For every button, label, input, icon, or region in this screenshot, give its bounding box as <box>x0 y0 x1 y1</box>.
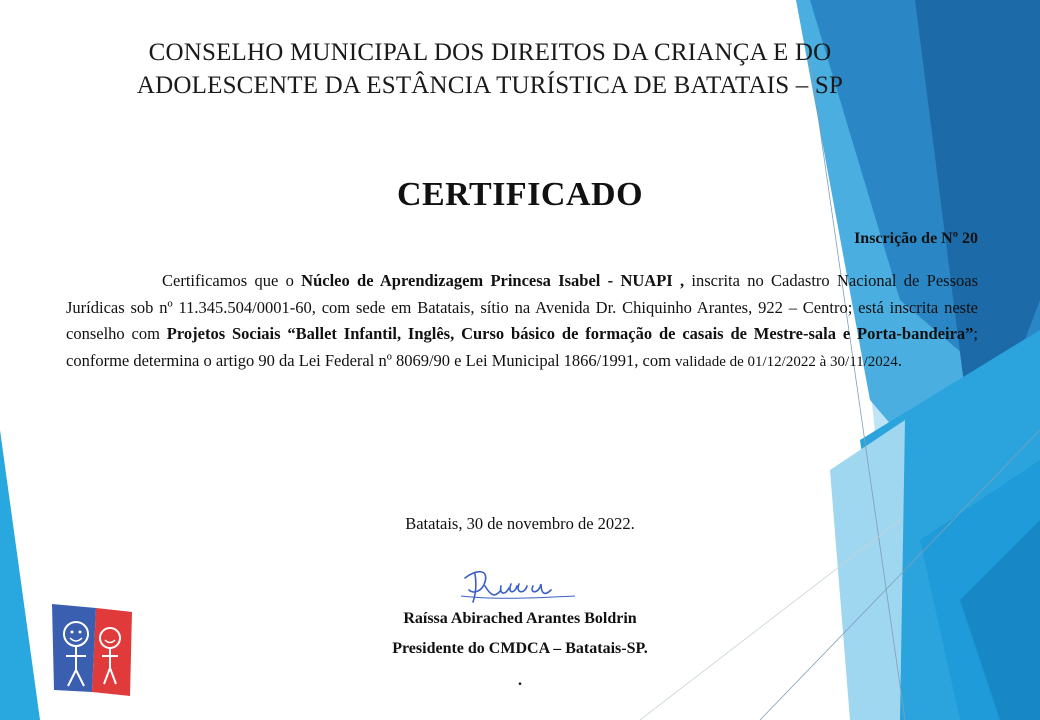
cmdca-logo <box>52 604 134 696</box>
handwritten-signature <box>455 560 585 608</box>
body-legal: ; conforme determina o artigo 90 da Lei Federal nº 8069/90 e Lei Municipal 1866/1991, com <box>66 324 978 370</box>
validity-from: 01/12/2022 <box>747 353 816 370</box>
certificate-title: CERTIFICADO <box>396 176 644 213</box>
header-line-1: CONSELHO MUNICIPAL DOS DIREITOS DA CRIANÇA E DO <box>148 39 832 66</box>
certificate-body <box>66 268 978 375</box>
closing-dot: . <box>518 672 522 689</box>
validity-label: validade de <box>675 353 748 370</box>
organization-name: Núcleo de Aprendizagem Princesa Isabel - NUAPI , <box>301 271 685 290</box>
body-end: . <box>897 350 902 370</box>
body-intro: Certificamos que o <box>162 271 302 290</box>
header-line-2: ADOLESCENTE DA ESTÂNCIA TURÍSTICA DE BATATAIS – SP <box>136 72 844 99</box>
signer-name: Raíssa Abirached Arantes Boldrin <box>403 610 637 627</box>
social-projects: Projetos Sociais “Ballet Infantil, Inglês, Curso básico de formação de casais de Mestre-sala e Porta-bandeira” <box>166 324 974 343</box>
body-middle: inscrita no Cadastro Nacional de Pessoas Jurídicas sob nº 11.345.504/0001-60, com sede em Batatais, sítio na Avenida Dr. Chiquinho Arantes, 922 – Centro; está inscrita neste conselho com <box>66 271 978 343</box>
signer-role: Presidente do CMDCA – Batatais-SP. <box>392 640 648 657</box>
registration-number: Inscrição de Nº 20 <box>854 230 978 247</box>
validity-to: 30/11/2024 <box>830 353 898 370</box>
validity-separator: à <box>815 353 831 370</box>
issue-date: Batatais, 30 de novembro de 2022. <box>405 514 635 533</box>
council-header <box>40 36 940 102</box>
